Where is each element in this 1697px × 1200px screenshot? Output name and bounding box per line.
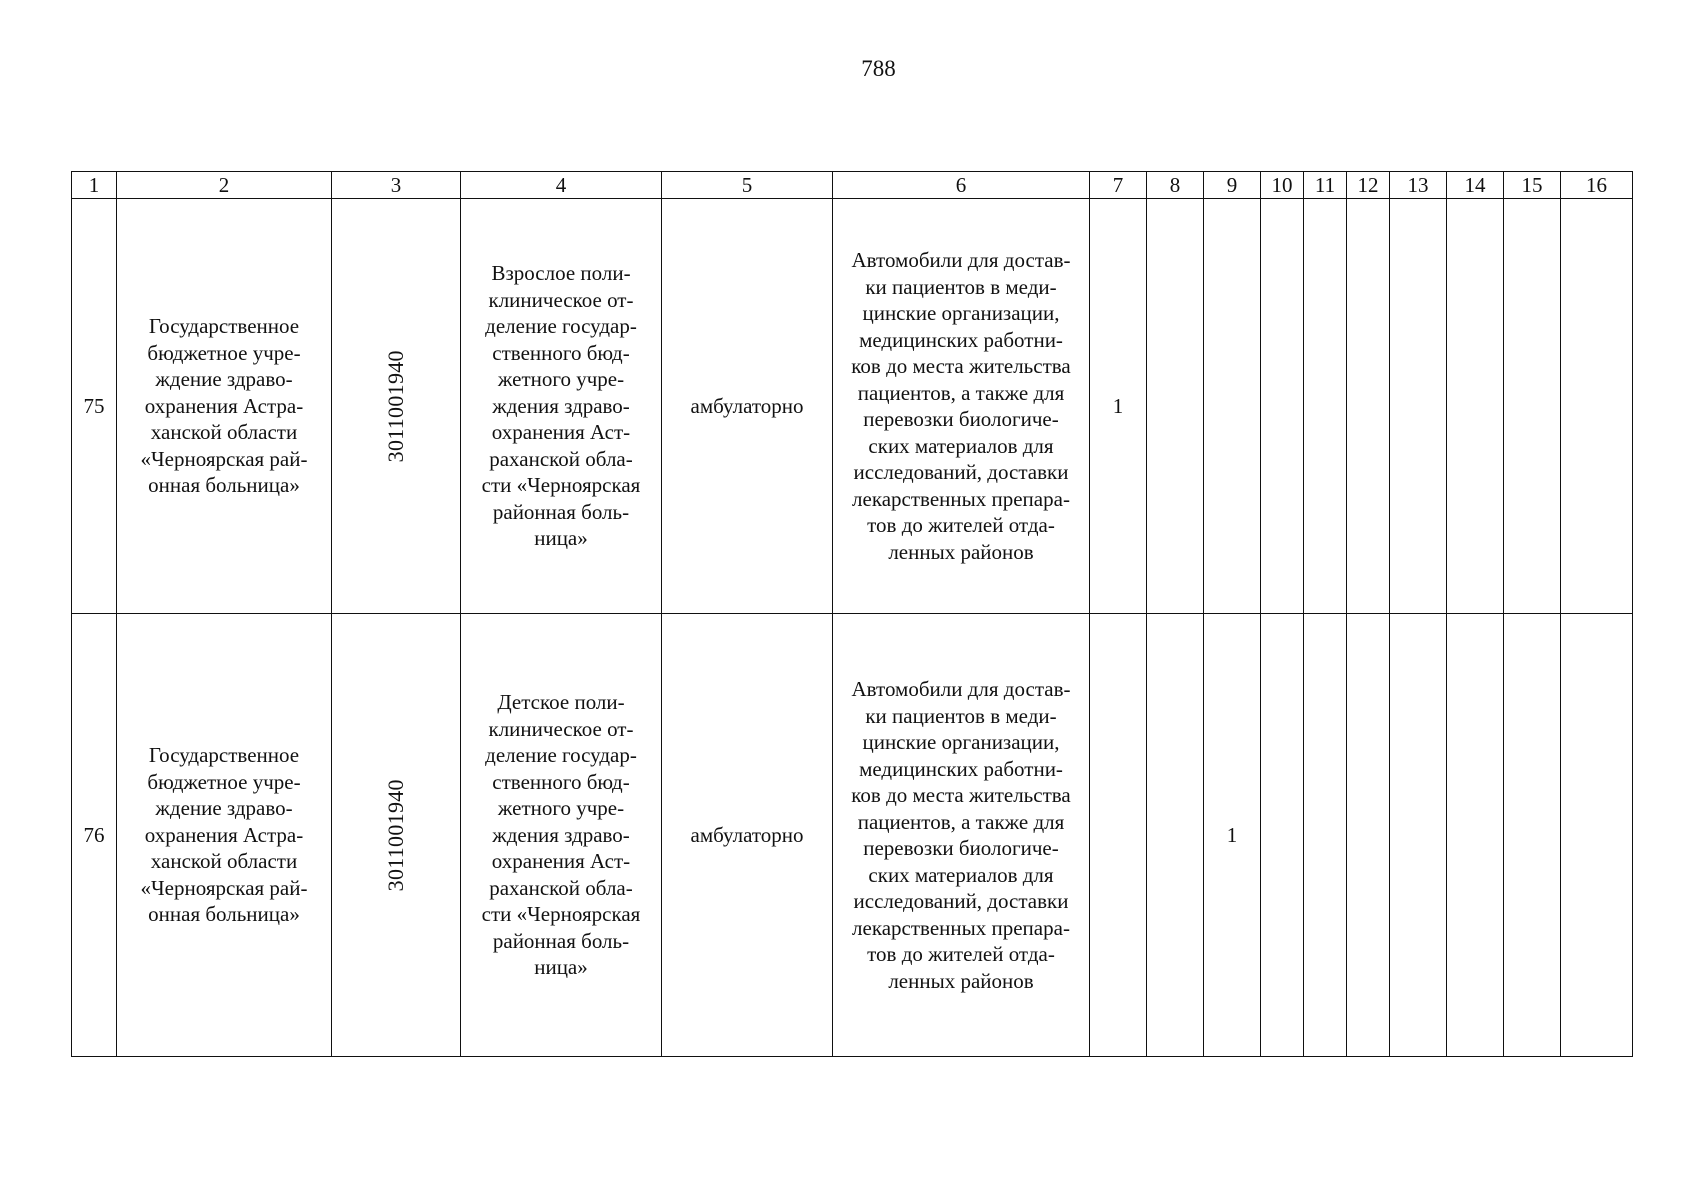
count-cell-14 — [1447, 614, 1504, 1057]
column-number: 7 — [1090, 172, 1147, 199]
row-number: 76 — [72, 614, 117, 1057]
count-cell-11 — [1304, 199, 1347, 614]
count-cell-16 — [1561, 199, 1633, 614]
column-number: 3 — [332, 172, 461, 199]
column-number: 1 — [72, 172, 117, 199]
column-number: 8 — [1147, 172, 1204, 199]
count-cell-15 — [1504, 199, 1561, 614]
column-number: 12 — [1347, 172, 1390, 199]
column-number: 2 — [117, 172, 332, 199]
care-form: амбулаторно — [662, 199, 833, 614]
inn-cell — [332, 199, 461, 614]
count-cell-10 — [1261, 199, 1304, 614]
vehicle-purpose: Автомобили для достав- ки пациентов в меди- цинские организации, медицинских работни- ков до места жительства пациентов, а также для перевозки биологиче- ских материалов для исследований, доставки лекарственных препара- тов до жителей отда- ленных районов — [833, 614, 1090, 1057]
organization-name: Государственное бюджетное учре- ждение здраво- охранения Астра- ханской области «Черноярская рай- онная больница» — [117, 199, 332, 614]
registry-table — [71, 171, 1633, 1057]
inn-value: 3011001940 — [382, 778, 408, 892]
count-cell-13 — [1390, 199, 1447, 614]
care-form: амбулаторно — [662, 614, 833, 1057]
table-row — [72, 199, 1633, 614]
count-cell-8 — [1147, 614, 1204, 1057]
column-number: 9 — [1204, 172, 1261, 199]
column-number: 14 — [1447, 172, 1504, 199]
count-cell-16 — [1561, 614, 1633, 1057]
row-number: 75 — [72, 199, 117, 614]
count-cell-15 — [1504, 614, 1561, 1057]
count-cell-10 — [1261, 614, 1304, 1057]
inn-cell — [332, 614, 461, 1057]
page-number: 788 — [861, 56, 896, 81]
column-number: 11 — [1304, 172, 1347, 199]
organization-name: Государственное бюджетное учре- ждение здраво- охранения Астра- ханской области «Черноярская рай- онная больница» — [117, 614, 332, 1057]
column-number: 4 — [461, 172, 662, 199]
column-number: 5 — [662, 172, 833, 199]
count-cell-12 — [1347, 199, 1390, 614]
count-cell-9 — [1204, 199, 1261, 614]
count-cell-9: 1 — [1204, 614, 1261, 1057]
column-number: 6 — [833, 172, 1090, 199]
count-cell-11 — [1304, 614, 1347, 1057]
count-cell-12 — [1347, 614, 1390, 1057]
department-name: Взрослое поли- клиническое от- деление государ- ственного бюд- жетного учре- ждения здраво- охранения Аст- раханской обла- сти «Черноярская районная боль- ница» — [461, 199, 662, 614]
count-cell-7 — [1090, 614, 1147, 1057]
inn-value: 3011001940 — [382, 349, 408, 463]
count-cell-13 — [1390, 614, 1447, 1057]
column-number: 13 — [1390, 172, 1447, 199]
department-name: Детское поли- клиническое от- деление государ- ственного бюд- жетного учре- ждения здраво- охранения Аст- раханской обла- сти «Черноярская районная боль- ница» — [461, 614, 662, 1057]
column-number-row — [72, 172, 1633, 199]
vehicle-purpose: Автомобили для достав- ки пациентов в меди- цинские организации, медицинских работни- ков до места жительства пациентов, а также для перевозки биологиче- ских материалов для исследований, доставки лекарственных препара- тов до жителей отда- ленных районов — [833, 199, 1090, 614]
column-number: 16 — [1561, 172, 1633, 199]
column-number: 15 — [1504, 172, 1561, 199]
column-number: 10 — [1261, 172, 1304, 199]
table-row — [72, 614, 1633, 1057]
count-cell-7: 1 — [1090, 199, 1147, 614]
count-cell-14 — [1447, 199, 1504, 614]
count-cell-8 — [1147, 199, 1204, 614]
